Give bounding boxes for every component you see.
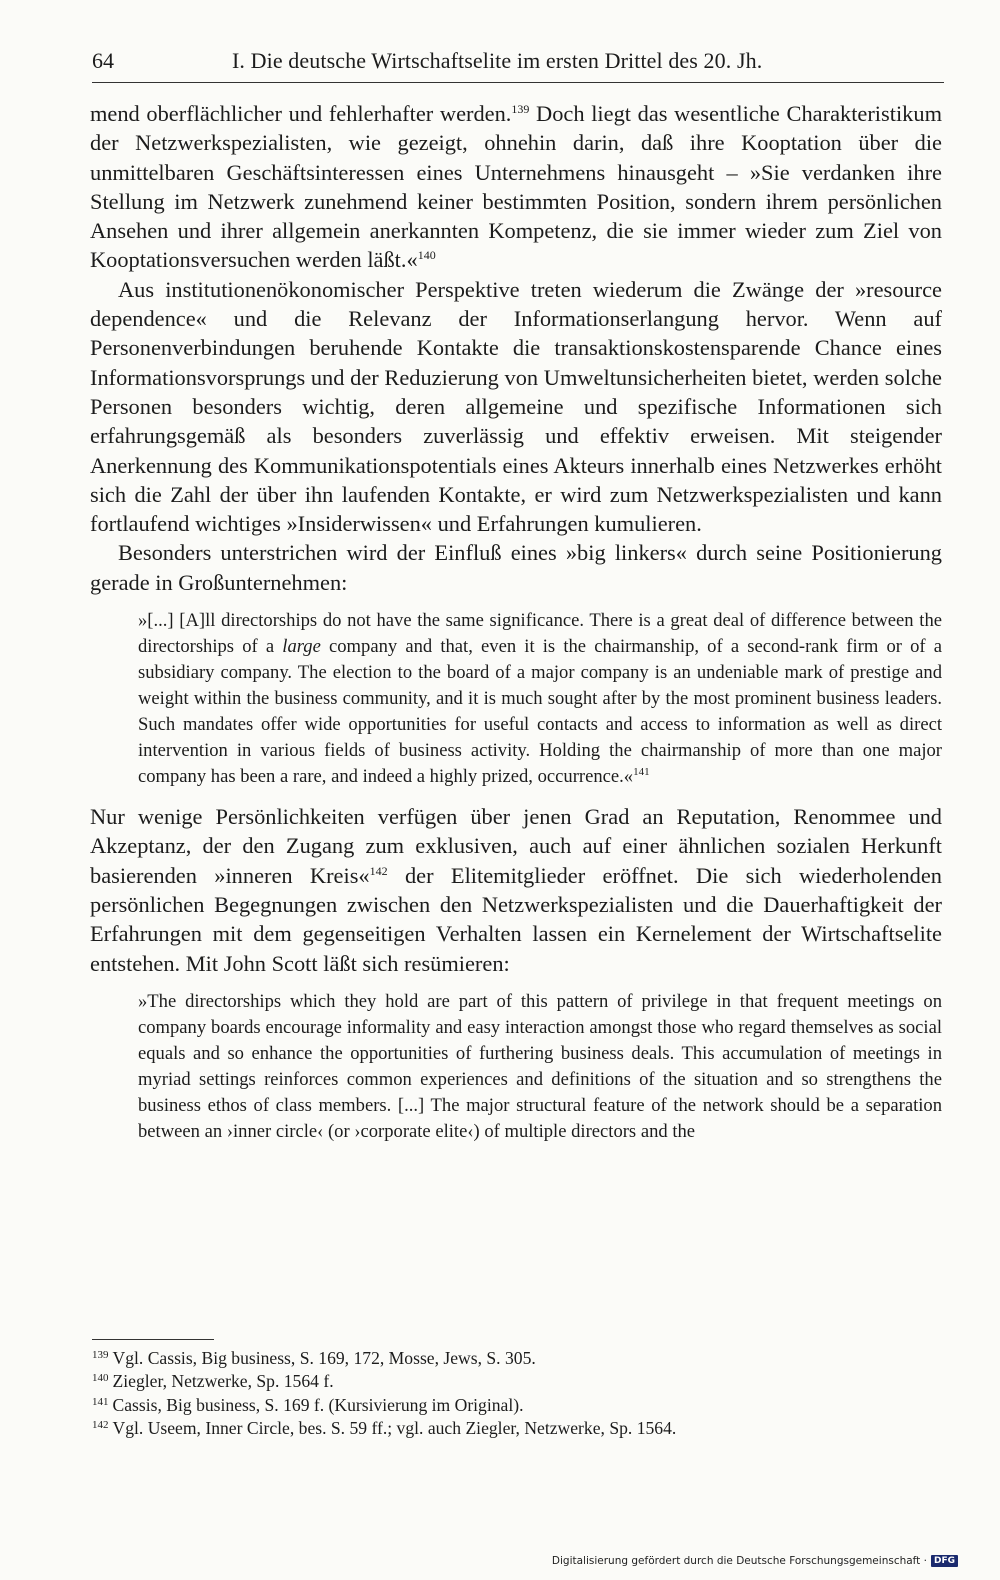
paragraph-3: Besonders unterstrichen wird der Einfluß eines »big linkers« durch seine Positionierung gerade in Großunternehmen:	[90, 540, 942, 595]
quote-1-emphasis: large	[282, 636, 321, 658]
footnote-141	[92, 1394, 944, 1417]
block-quote-2: »The directorships which they hold are part of this pattern of privilege in that frequent meetings on company boards encourage informality and easy interaction amongst those who regard themselves as social equals and so enhance the opportunities of furthering business deals. This accumulation of meetings in myriad settings reinforces common experiences and definitions of the situation and so strengthens the business ethos of class members. [...] The major structural feature of the network should be a separation between an ›inner circle‹ (or ›corporate elite‹) of multiple directors and the	[138, 990, 942, 1142]
block-quote-1	[138, 608, 942, 790]
paragraph-1-text-b: Doch liegt das wesentliche Charakteristikum der Netzwerkspezialisten, wie gezeigt, ohnehin darin, daß ihre Kooptation über die unmittelbaren Geschäftsinteressen eines Unternehmens hinausgeht – »Sie verdanken ihre Stellung im Netzwerk zunehmend keiner bestimmten Position, sondern ihrem persönlichen Ansehen und ihrer allgemein anerkannten Kompetenz, die sie immer wieder zum Ziel von Kooptationsversuchen werden läßt.«	[90, 101, 942, 273]
dfg-logo-icon: DFG	[931, 1555, 958, 1567]
quote-1-text-b: company and that, even it is the chairmanship, of a second-rank firm or of a subsidiary company. The election to the board of a major company is an undeniable mark of prestige and weight within the business community, and it is much sought after by the most prominent business leaders. Such mandates offer wide opportunities for useful contacts and access to information as well as direct intervention in various fields of business activity. Holding the chairmanship of more than one major company has been a rare, and indeed a highly prized, occurrence.«	[138, 636, 942, 788]
quote-1-text-a: »[...] [A]ll directorships do not have the same significance. There is a great deal of difference between the directorships of a	[138, 610, 942, 658]
footnote-140	[92, 1370, 944, 1393]
footnote-text: Vgl. Useem, Inner Circle, bes. S. 59 ff.; vgl. auch Ziegler, Netzwerke, Sp. 1564.	[112, 1418, 677, 1439]
footnote-number: 139	[92, 1349, 109, 1361]
page-number: 64	[92, 48, 114, 73]
paragraph-2: Aus institutionenökonomischer Perspektive treten wiederum die Zwänge der »resource dependence« und die Relevanz der Informationserlangung hervor. Wenn auf Personenverbindungen beruhende Kontakte die transaktionskostensparende Chance eines Informationsvorsprungs und der Reduzierung von Umweltunsicherheiten bietet, werden solche Personen besonders wichtig, deren allgemeine und spezifische Informationen sich erfahrungsgemäß als besonders zuverlässig und effektiv erweisen. Mit steigender Anerkennung des Kommunikationspotentials eines Akteurs innerhalb eines Netzwerkes erhöht sich die Zahl der über ihn laufenden Kontakte, er wird zum Netzwerkspezialisten und kann fortlaufend wichtiges »Insiderwissen« und Erfahrungen kumulieren.	[90, 276, 942, 537]
footnote-text: Cassis, Big business, S. 169 f. (Kursivierung im Original).	[112, 1394, 524, 1415]
footnote-number: 140	[92, 1372, 109, 1385]
footnote-separator	[92, 1339, 214, 1340]
footnote-number: 141	[92, 1395, 109, 1408]
footnote-139	[92, 1347, 944, 1370]
paragraph-4	[90, 802, 942, 978]
footnote-ref-141: 141	[633, 766, 650, 779]
footnote-number: 142	[92, 1419, 109, 1432]
footnote-ref-140: 140	[417, 248, 436, 263]
paragraph-1-text-a: mend oberflächlicher und fehlerhafter werden.	[90, 101, 512, 126]
footnote-text: Vgl. Cassis, Big business, S. 169, 172, Mosse, Jews, S. 305.	[112, 1348, 536, 1368]
digitization-credit	[552, 1555, 958, 1567]
paragraph-1	[90, 99, 942, 275]
main-text	[90, 99, 942, 1157]
paragraph-4-text-b: der Elitemitglieder eröffnet. Die sich wiederholenden persönlichen Begegnungen zwischen den Netzwerkspezialisten und die Dauerhaftigkeit der Erfahrungen mit dem gegenseitigen Verhalten lassen ein Kernelement der Wirtschaftselite entstehen. Mit John Scott läßt sich resümieren:	[90, 862, 942, 976]
footnote-text: Ziegler, Netzwerke, Sp. 1564 f.	[112, 1371, 334, 1392]
footnote-ref-139: 139	[511, 102, 530, 116]
credit-text: Digitalisierung gefördert durch die Deutsche Forschungsgemeinschaft ·	[551, 1555, 927, 1567]
running-header	[92, 44, 944, 83]
footnote-142	[92, 1417, 944, 1440]
paragraph-4-text-a: Nur wenige Persönlichkeiten verfügen über jenen Grad an Reputation, Renommee und Akzeptanz, der den Zugang zum exklusiven, auch auf einer ähnlichen sozialen Herkunft basierenden »inneren Kreis«	[90, 804, 942, 888]
footnotes	[92, 1347, 944, 1441]
running-title: I. Die deutsche Wirtschaftselite im ersten Drittel des 20. Jh.	[232, 48, 763, 73]
footnote-ref-142: 142	[369, 863, 388, 878]
